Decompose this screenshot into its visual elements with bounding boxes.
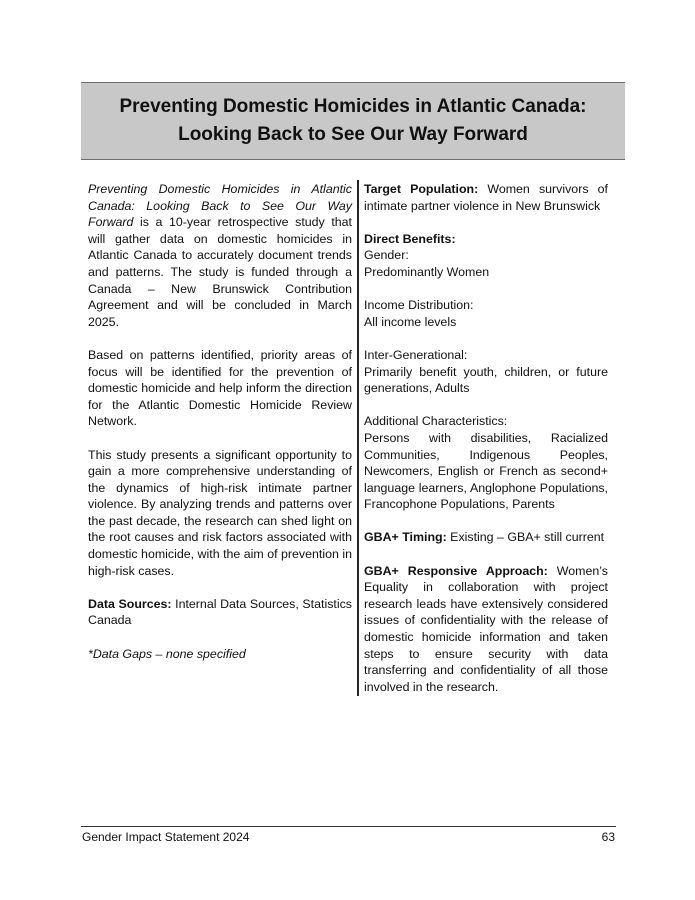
direct-benefits-heading	[364, 231, 608, 248]
intro-paragraph	[88, 181, 352, 330]
additional-characteristics-value: Persons with disabilities, Racialized Communities, Indigenous Peoples, Newcomers, English or French as second+ language learners, Anglophone Populations, Francophone Populations, Parents	[364, 430, 608, 512]
data-gaps-text: *Data Gaps – none specified	[88, 646, 246, 661]
left-column	[88, 181, 352, 679]
gba-responsive-approach	[364, 563, 608, 696]
page-title: Preventing Domestic Homicides in Atlantic Canada: Looking Back to See Our Way Forward	[119, 96, 587, 145]
target-population-value: Women survivors of intimate partner violence in New Brunswick	[364, 182, 608, 213]
priority-paragraph: Based on patterns identified, priority areas of focus will be identified for the prevention of domestic homicide and help inform the direction for the Atlantic Domestic Homicide Review Network.	[88, 347, 352, 429]
data-sources-label: Data Sources:	[88, 596, 172, 611]
data-sources-value: Internal Data Sources, Statistics Canada	[88, 596, 352, 628]
target-population-label: Target Population:	[364, 182, 479, 196]
gender-label: Gender:	[364, 248, 409, 263]
income-label: Income Distribution:	[364, 298, 474, 313]
gba-timing-label: GBA+ Timing:	[364, 530, 447, 545]
intergenerational-label: Inter-Generational:	[364, 347, 468, 362]
study-title-italic: Preventing Domestic Homicides in Atlantic Canada: Looking Back to See Our Way Forward	[88, 182, 352, 230]
title-banner	[81, 82, 625, 160]
direct-benefits-label: Direct Benefits:	[364, 231, 456, 246]
intergenerational-value: Primarily benefit youth, children, or future generations, Adults	[364, 364, 608, 396]
gender-value: Predominantly Women	[364, 264, 490, 279]
right-column	[364, 181, 608, 695]
gba-approach-label: GBA+ Responsive Approach:	[364, 563, 548, 578]
gba-timing-value: Existing – GBA+ still current	[446, 530, 605, 545]
footer-document-title: Gender Impact Statement 2024	[82, 830, 250, 844]
gba-approach-value: Women’s Equality in collaboration with project research leads have extensively considered issues of confidentiality with the release of domestic homicide information and taken steps to ensure security with data transferring and confidentiality of all those involved in the research.	[364, 563, 608, 694]
data-gaps	[88, 646, 352, 663]
opportunity-paragraph: This study presents a significant opportunity to gain a more comprehensive understanding of the dynamics of high-risk intimate partner violence. By analyzing trends and patterns over the past decade, the research can shed light on the root causes and risk factors associated with domestic homicide, with the aim of prevention in high-risk cases.	[88, 447, 352, 578]
gba-timing	[364, 529, 608, 546]
intro-text: is a 10-year retrospective study that will gather data on domestic homicides in Atlantic Canada to accurately document trends and patterns. The study is funded through a Canada – New Brunswick Contribution Agreement and will be concluded in March 2025.	[88, 215, 352, 329]
additional-characteristics-label: Additional Characteristics:	[364, 414, 508, 429]
page-number: 63	[601, 830, 615, 844]
footer-rule	[81, 826, 616, 827]
data-sources	[88, 596, 352, 629]
income-value: All income levels	[364, 314, 457, 329]
target-population	[364, 181, 608, 214]
column-divider	[357, 180, 359, 696]
